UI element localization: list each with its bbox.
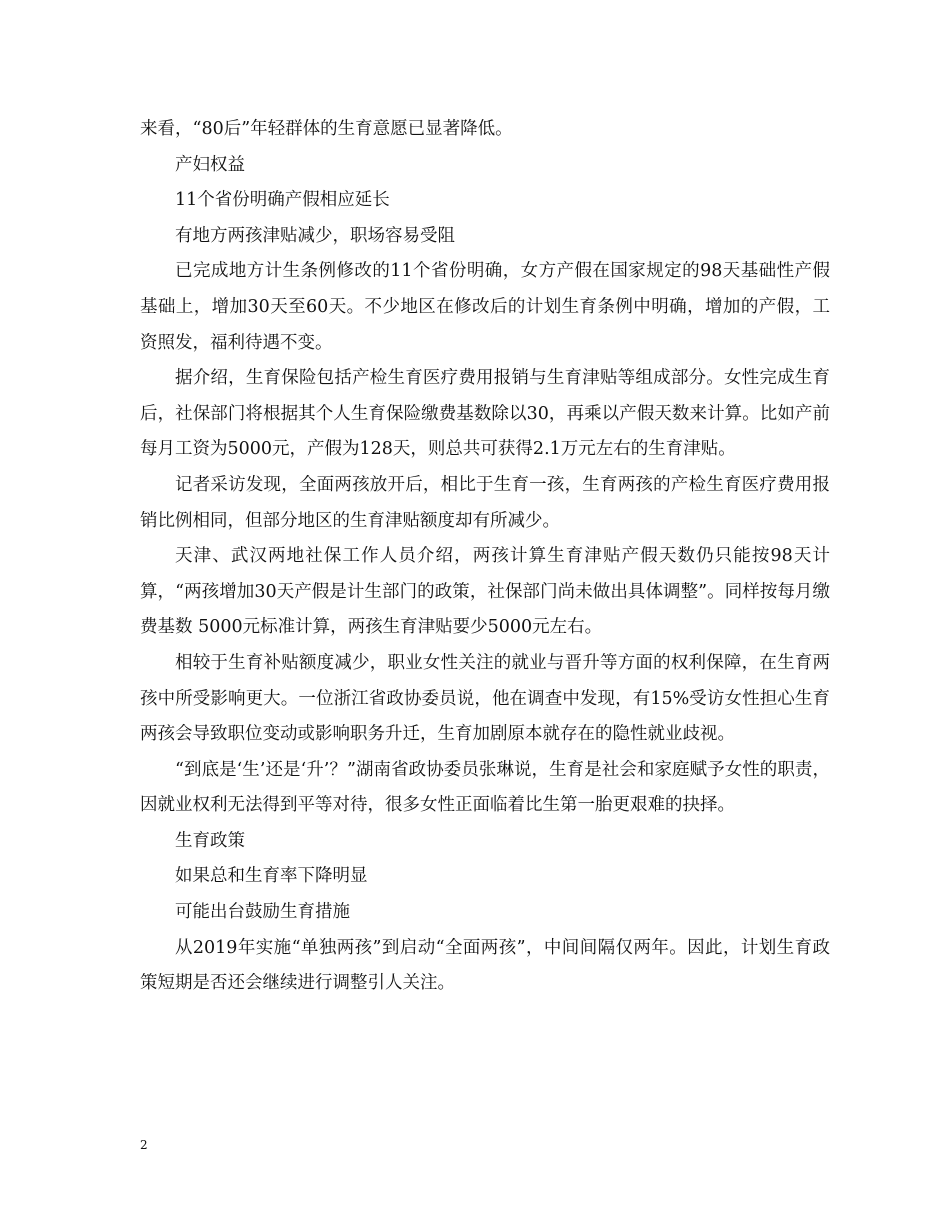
paragraph: 记者采访发现，全面两孩放开后，相比于生育一孩，生育两孩的产检生育医疗费用报销比例相同，但部分地区的生育津贴额度却有所减少。	[140, 474, 830, 531]
subheading: 可能出台鼓励生育措施	[175, 902, 350, 923]
document-body	[140, 112, 830, 1002]
paragraph: 已完成地方计生条例修改的11个省份明确，女方产假在国家规定的98天基础性产假基础上，增加30天至60天。不少地区在修改后的计划生育条例中明确，增加的产假，工资照发，福利待遇不变。	[140, 261, 830, 353]
subheading: 有地方两孩津贴减少，职场容易受阻	[175, 225, 455, 246]
paragraph: 从2019年实施“单独两孩”到启动“全面两孩”，中间间隔仅两年。因此，计划生育政策短期是否还会继续进行调整引人关注。	[140, 937, 830, 994]
subheading: 如果总和生育率下降明显	[175, 866, 368, 887]
paragraph: “到底是‘生’还是‘升’？”湖南省政协委员张琳说，生育是社会和家庭赋予女性的职责，因就业权利无法得到平等对待，很多女性正面临着比生第一胎更艰难的抉择。	[140, 759, 830, 816]
section-heading: 产妇权益	[175, 154, 245, 175]
paragraph: 天津、武汉两地社保工作人员介绍，两孩计算生育津贴产假天数仍只能按98天计算，“两孩增加30天产假是计生部门的政策，社保部门尚未做出具体调整”。同样按每月缴费基数 5000元标准计算，两孩生育津贴要少5000元左右。	[140, 546, 830, 638]
paragraph: 据介绍，生育保险包括产检生育医疗费用报销与生育津贴等组成部分。女性完成生育后，社保部门将根据其个人生育保险缴费基数除以30，再乘以产假天数来计算。比如产前每月工资为5000元，产假为128天，则总共可获得2.1万元左右的生育津贴。	[140, 368, 830, 460]
subheading: 11个省份明确产假相应延长	[175, 190, 390, 211]
paragraph: 来看，“80后”年轻群体的生育意愿已显著降低。	[140, 119, 513, 139]
section-heading: 生育政策	[175, 830, 245, 851]
page-number: 2	[140, 1138, 148, 1152]
paragraph: 相较于生育补贴额度减少，职业女性关注的就业与晋升等方面的权利保障，在生育两孩中所受影响更大。一位浙江省政协委员说，他在调查中发现，有15%受访女性担心生育两孩会导致职位变动或影响职务升迁，生育加剧原本就存在的隐性就业歧视。	[140, 652, 830, 745]
